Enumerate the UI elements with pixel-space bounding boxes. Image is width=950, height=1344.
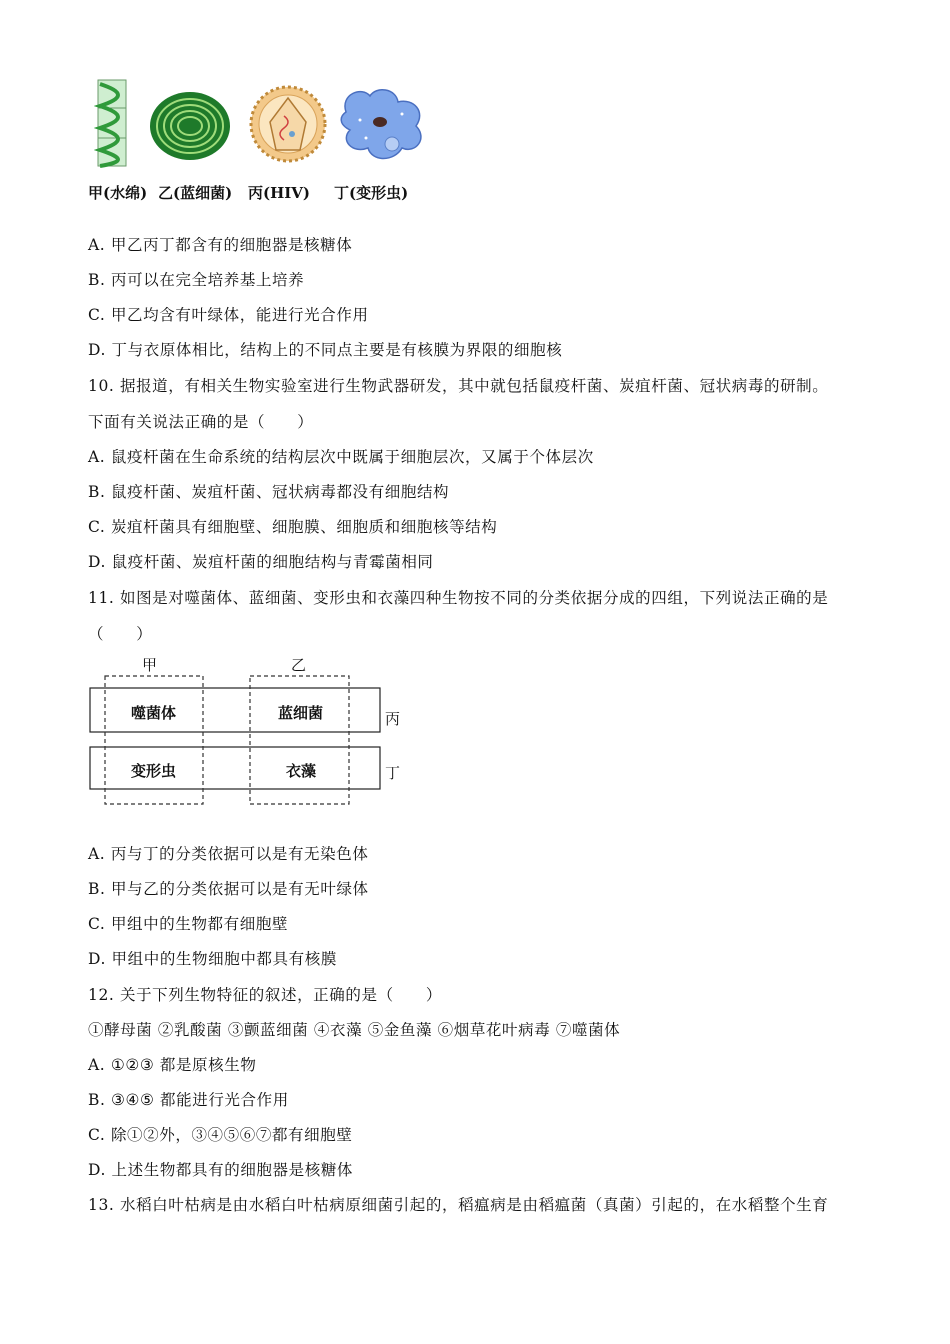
q12-option-d: D. 上述生物都具有的细胞器是核糖体	[88, 1161, 354, 1179]
diagram-lines	[88, 654, 418, 814]
amoeba-illustration	[336, 82, 428, 166]
spirogyra-illustration	[94, 78, 130, 168]
q9-option-a: A. 甲乙丙丁都含有的细胞器是核糖体	[88, 236, 353, 254]
cell-cyanobacteria: 蓝细菌	[278, 704, 324, 722]
q12-option-c: C. 除①②外，③④⑤⑥⑦都有细胞壁	[88, 1126, 353, 1144]
q10-option-a: A. 鼠疫杆菌在生命系统的结构层次中既属于细胞层次，又属于个体层次	[88, 448, 594, 466]
label-amoeba: 丁(变形虫)	[334, 184, 409, 202]
label-spirogyra: 甲(水绵)	[88, 184, 148, 202]
q10-option-c: C. 炭疽杆菌具有细胞壁、细胞膜、细胞质和细胞核等结构	[88, 518, 498, 536]
q12-organism-list: ①酵母菌 ②乳酸菌 ③颤蓝细菌 ④衣藻 ⑤金鱼藻 ⑥烟草花叶病毒 ⑦噬菌体	[88, 1021, 621, 1039]
row-label-ding: 丁	[385, 764, 401, 782]
col-label-jia: 甲	[142, 656, 158, 674]
q11-option-c: C. 甲组中的生物都有细胞壁	[88, 915, 289, 933]
row-label-bing: 丙	[385, 710, 401, 728]
q11-option-a: A. 丙与丁的分类依据可以是有无染色体	[88, 845, 369, 863]
q10-option-b: B. 鼠疫杆菌、炭疽杆菌、冠状病毒都没有细胞结构	[88, 483, 450, 501]
q10-option-d: D. 鼠疫杆菌、炭疽杆菌的细胞结构与青霉菌相同	[88, 553, 434, 571]
cyanobacteria-illustration	[148, 90, 232, 162]
q9-option-d: D. 丁与衣原体相比，结构上的不同点主要是有核膜为界限的细胞核	[88, 341, 563, 359]
cell-chlamydomonas: 衣藻	[286, 762, 317, 780]
col-label-yi: 乙	[291, 656, 307, 674]
label-hiv: 丙(HIV)	[248, 184, 311, 202]
hiv-illustration	[248, 82, 328, 166]
q9-option-b: B. 丙可以在完全培养基上培养	[88, 271, 305, 289]
cell-amoeba: 变形虫	[131, 762, 177, 780]
q11-option-b: B. 甲与乙的分类依据可以是有无叶绿体	[88, 880, 369, 898]
label-cyanobacteria: 乙(蓝细菌)	[158, 184, 233, 202]
organism-figure	[88, 76, 448, 206]
q10-stem-line2: 下面有关说法正确的是（ ）	[88, 413, 314, 431]
q9-option-c: C. 甲乙均含有叶绿体，能进行光合作用	[88, 306, 369, 324]
cell-bacteriophage: 噬菌体	[131, 704, 177, 722]
q12-option-b: B. ③④⑤ 都能进行光合作用	[88, 1091, 289, 1109]
q11-stem-line1: 11. 如图是对噬菌体、蓝细菌、变形虫和衣藻四种生物按不同的分类依据分成的四组，下列说法正确的是	[88, 589, 829, 607]
q13-stem-line1: 13. 水稻白叶枯病是由水稻白叶枯病原细菌引起的，稻瘟病是由稻瘟菌（真菌）引起的，在水稻整个生育	[88, 1196, 829, 1214]
q11-stem-line2: （ ）	[88, 625, 153, 643]
q11-option-d: D. 甲组中的生物细胞中都具有核膜	[88, 950, 337, 968]
q12-option-a: A. ①②③ 都是原核生物	[88, 1056, 257, 1074]
q10-stem-line1: 10. 据报道，有相关生物实验室进行生物武器研发，其中就包括鼠疫杆菌、炭疽杆菌、冠状病毒的研制。	[88, 377, 829, 395]
q12-stem: 12. 关于下列生物特征的叙述，正确的是（ ）	[88, 986, 442, 1004]
classification-diagram	[88, 654, 418, 814]
